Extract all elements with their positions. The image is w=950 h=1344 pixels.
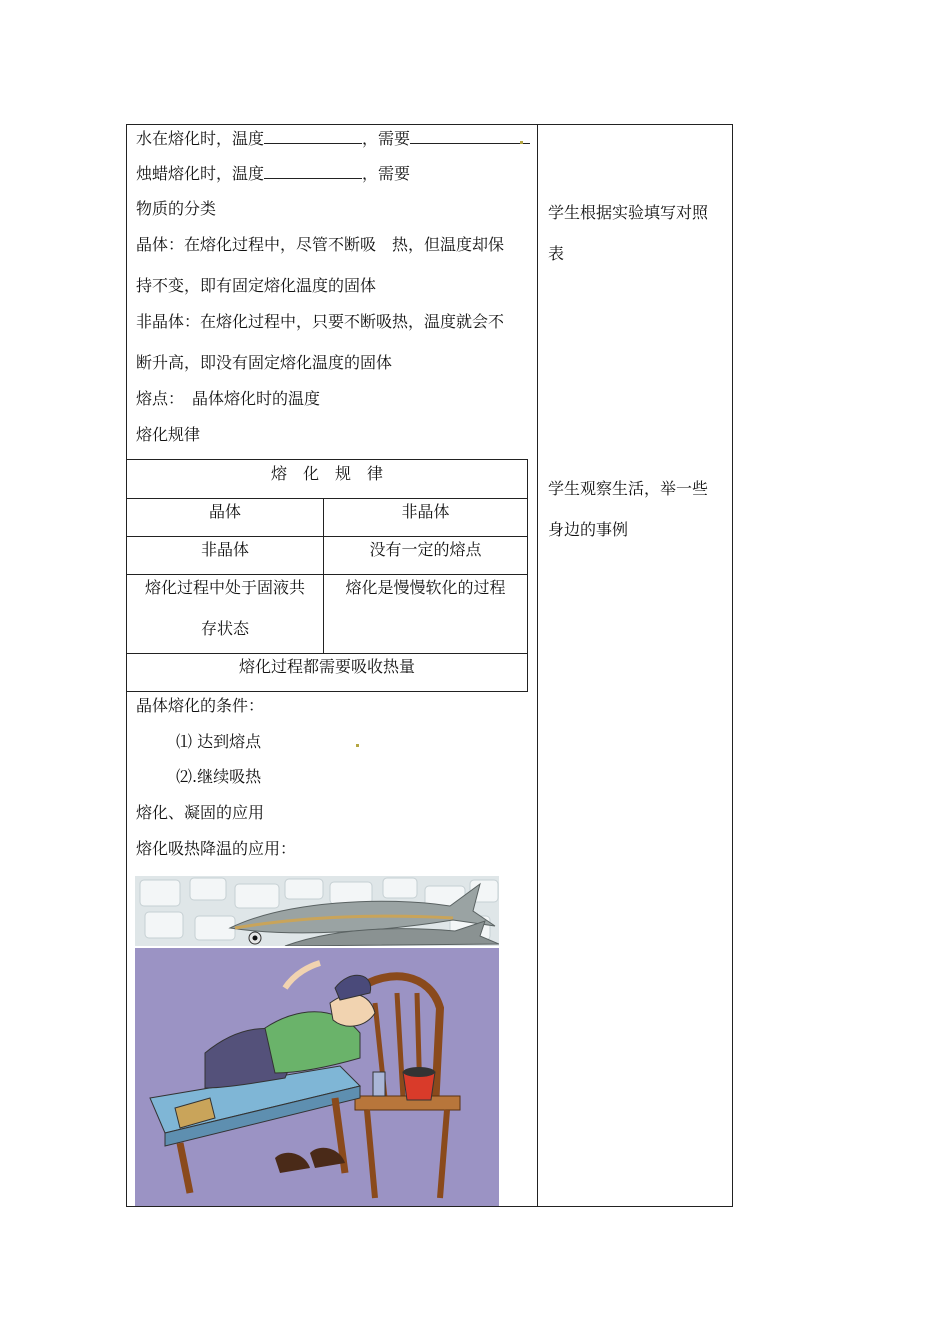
answer-blank[interactable]: [410, 127, 530, 144]
fish-on-ice-image: [135, 876, 499, 946]
answer-blank[interactable]: [264, 127, 362, 144]
header-crystal: 晶体: [208, 502, 241, 521]
teacher-note-2: 学生观察生活，举一些: [548, 479, 709, 498]
table-rule: [127, 653, 527, 654]
amorphous-definition: 非晶体：在熔化过程中，只要不断吸热，温度就会不: [136, 312, 505, 331]
cooling-application-heading: 熔化吸热降温的应用：: [136, 839, 297, 858]
melting-point-definition: 熔点： 晶体熔化时的温度: [136, 389, 321, 408]
crystal-definition: 晶体：在熔化过程中，尽管不断吸 热，但温度却保: [136, 235, 505, 254]
teacher-note-1: 学生根据实验填写对照: [548, 203, 709, 222]
cell-amorphous-process: 熔化是慢慢软化的过程: [345, 578, 506, 597]
amorphous-definition-cont: 断升高，即没有固定熔化温度的固体: [136, 353, 393, 372]
conditions-heading: 晶体熔化的条件：: [136, 696, 265, 715]
classification-heading: 物质的分类: [136, 199, 217, 218]
column-divider: [537, 124, 538, 1207]
table-col-divider: [323, 498, 324, 653]
header-amorphous: 非晶体: [401, 502, 450, 521]
table-footer: 熔化过程都需要吸收热量: [238, 657, 415, 676]
cell-crystal-process: 熔化过程中处于固液共: [144, 578, 305, 597]
cell-crystal-process-cont: 存状态: [200, 619, 249, 638]
teacher-note-2-cont: 身边的事例: [548, 520, 629, 539]
answer-blank[interactable]: [264, 162, 362, 179]
crystal-definition-cont: 持不变，即有固定熔化温度的固体: [136, 276, 377, 295]
condition-2: ⑵.继续吸热: [176, 767, 262, 786]
stray-dot: [356, 744, 359, 747]
cell-amorphous-point: 没有一定的熔点: [369, 540, 482, 559]
condition-1: ⑴ 达到熔点: [176, 732, 262, 751]
sick-person-image: [135, 948, 499, 1206]
table-rule: [127, 574, 527, 575]
stray-dot: [520, 141, 523, 144]
melting-law-heading: 熔化规律: [136, 425, 201, 444]
teacher-note-1-cont: 表: [548, 244, 565, 263]
table-title: 熔 化 规 律: [270, 464, 383, 483]
applications-heading: 熔化、凝固的应用: [136, 803, 265, 822]
melting-law-table: [126, 459, 528, 692]
water-melt-line: 水在熔化时，温度 ，需要: [136, 127, 530, 150]
wax-melt-line: 烛蜡熔化时，温度 ，需要: [136, 164, 411, 183]
table-rule: [127, 536, 527, 537]
cell-crystal-point: 非晶体: [200, 540, 249, 559]
table-rule: [127, 498, 527, 499]
